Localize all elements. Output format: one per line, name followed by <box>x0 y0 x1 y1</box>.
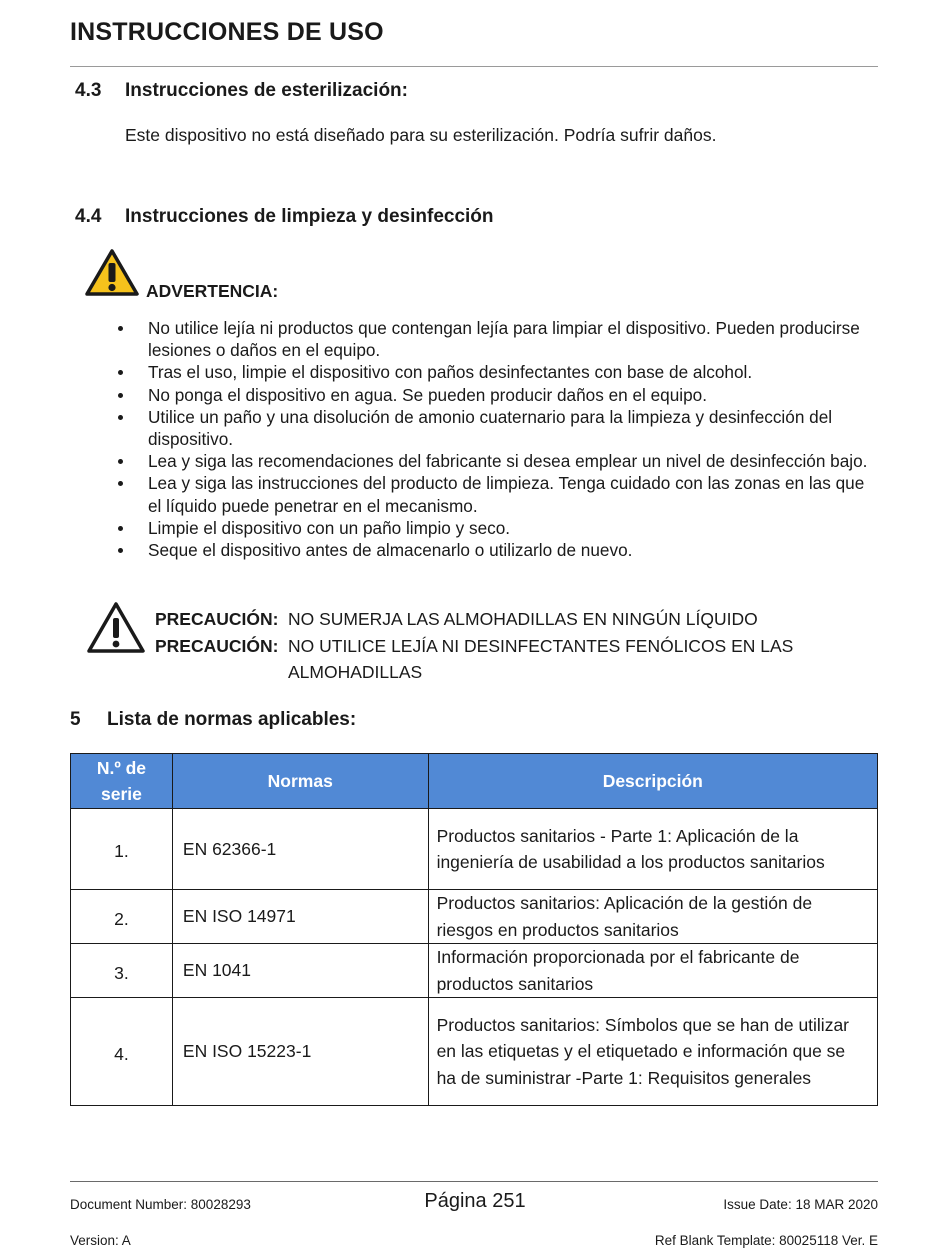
section-4-3-heading <box>75 80 408 102</box>
cleaning-instructions-list <box>112 317 882 561</box>
list-item: Lea y siga las recomendaciones del fabricante si desea emplear un nivel de desinfección bajo. <box>112 450 882 472</box>
section-title: Instrucciones de limpieza y desinfección <box>125 206 494 227</box>
caution-row <box>155 606 808 633</box>
column-header-norms: Normas <box>172 754 428 809</box>
section-number: 4.4 <box>75 206 102 227</box>
section-number: 5 <box>70 709 81 730</box>
list-item: Utilice un paño y una disolución de amonio cuaternario para la limpieza y desinfección del dispositivo. <box>112 406 882 450</box>
list-item: Lea y siga las instrucciones del producto de limpieza. Tenga cuidado con las zonas en las que el líquido puede penetrar en el mecanismo. <box>112 472 882 516</box>
table-row <box>71 809 878 890</box>
norm-cell: EN ISO 14971 <box>172 890 428 944</box>
serial-cell: 3. <box>71 944 173 998</box>
caution-text: NO SUMERJA LAS ALMOHADILLAS EN NINGÚN LÍQUIDO <box>288 609 758 629</box>
serial-cell: 2. <box>71 890 173 944</box>
footer-divider <box>70 1181 878 1182</box>
caution-label: PRECAUCIÓN: <box>155 635 279 656</box>
section-4-4-heading <box>75 206 494 228</box>
caution-row <box>155 633 808 686</box>
column-header-description: Descripción <box>428 754 877 809</box>
norm-cell: EN 1041 <box>172 944 428 998</box>
serial-cell: 1. <box>71 809 173 890</box>
caution-text: NO UTILICE LEJÍA NI DESINFECTANTES FENÓLICOS EN LAS ALMOHADILLAS <box>288 635 794 682</box>
table-row <box>71 998 878 1106</box>
page-number: Página 251 <box>424 1190 526 1212</box>
standards-table <box>70 753 878 1106</box>
table-header-row <box>71 754 878 809</box>
template-reference: Ref Blank Template: 80025118 Ver. E <box>654 1233 878 1248</box>
caution-label: PRECAUCIÓN: <box>155 609 279 629</box>
caution-block <box>155 606 808 686</box>
serial-cell: 4. <box>71 998 173 1106</box>
description-cell: Productos sanitarios - Parte 1: Aplicación de la ingeniería de usabilidad a los productos sanitarios <box>428 809 877 890</box>
norm-cell: EN ISO 15223-1 <box>172 998 428 1106</box>
section-title: Instrucciones de esterilización: <box>125 80 408 101</box>
caution-triangle-icon <box>86 600 146 655</box>
section-5-heading <box>70 709 356 731</box>
table-row <box>71 890 878 944</box>
sterilization-text: Este dispositivo no está diseñado para su esterilización. Podría sufrir daños. <box>125 125 717 145</box>
document-number: Document Number: 80028293 <box>70 1197 251 1212</box>
list-item: Seque el dispositivo antes de almacenarlo o utilizarlo de nuevo. <box>112 539 882 561</box>
list-item: Tras el uso, limpie el dispositivo con paños desinfectantes con base de alcohol. <box>112 361 882 383</box>
table-row <box>71 944 878 998</box>
header-divider <box>70 66 878 67</box>
list-item: No utilice lejía ni productos que contengan lejía para limpiar el dispositivo. Pueden producirse lesiones o daños en el equipo. <box>112 317 882 361</box>
description-cell: Información proporcionada por el fabricante de productos sanitarios <box>428 944 877 998</box>
description-cell: Productos sanitarios: Símbolos que se han de utilizar en las etiquetas y el etiquetado e información que se ha de suministrar -Parte 1: Requisitos generales <box>428 998 877 1106</box>
list-item: No ponga el dispositivo en agua. Se pueden producir daños en el equipo. <box>112 384 882 406</box>
norm-cell: EN 62366-1 <box>172 809 428 890</box>
version: Version: A <box>70 1233 131 1248</box>
description-cell: Productos sanitarios: Aplicación de la gestión de riesgos en productos sanitarios <box>428 890 877 944</box>
list-item: Limpie el dispositivo con un paño limpio y seco. <box>112 517 882 539</box>
section-number: 4.3 <box>75 80 102 101</box>
warning-label: ADVERTENCIA: <box>146 281 279 301</box>
page-title: INSTRUCCIONES DE USO <box>70 18 384 46</box>
issue-date: Issue Date: 18 MAR 2020 <box>723 1197 878 1212</box>
warning-triangle-yellow-icon <box>84 248 140 298</box>
section-title: Lista de normas aplicables: <box>107 709 357 730</box>
column-header-serial: N.º de serie <box>71 754 173 809</box>
